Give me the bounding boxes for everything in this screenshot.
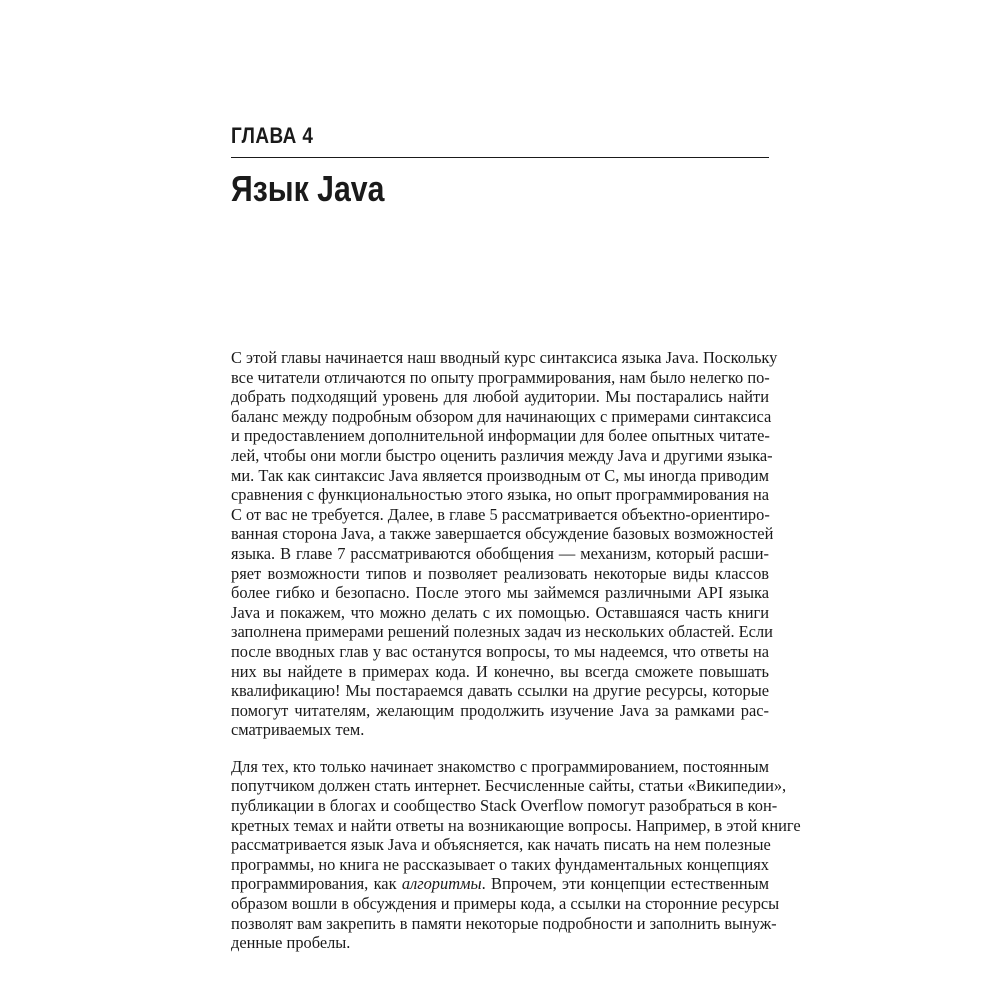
text-line: Для тех, кто только начинает знакомство с программированием, постоянным — [231, 756, 769, 776]
text-line: заполнена примерами решений полезных задач из нескольких областей. Если — [231, 622, 773, 642]
chapter-rule — [231, 157, 769, 158]
text-line: квалификацию! Мы постараемся давать ссылки на другие ресурсы, которые — [231, 681, 769, 701]
text-line: помогут читателям, желающим продолжить изучение Java за рамками рас- — [231, 700, 769, 720]
text-line: рассматривается язык Java и объясняется, как начать писать на нем полезные — [231, 835, 771, 855]
text-line: и предоставлением дополнительной информации для более опытных читате- — [231, 426, 770, 446]
chapter-title: Язык Java — [231, 168, 385, 209]
paragraph-1 — [231, 348, 778, 740]
text-line: C от вас не требуется. Далее, в главе 5 рассматривается объектно-ориентиро- — [231, 504, 770, 524]
text-line-with-italic — [231, 874, 769, 894]
text-line: Java и покажем, что можно делать с их помощью. Оставшаяся часть книги — [231, 602, 769, 622]
text-line: ряет возможности типов и позволяет реализовать некоторые виды классов — [231, 563, 769, 583]
text-line: образом вошли в обсуждения и примеры кода, а ссылки на сторонние ресурсы — [231, 894, 780, 914]
text-line: более гибко и безопасно. После этого мы займемся различными API языка — [231, 583, 769, 603]
text-line: сматриваемых тем. — [231, 720, 365, 740]
text-line: ванная сторона Java, а также завершается обсуждение базовых возможностей — [231, 524, 774, 544]
text-line: позволят вам закрепить в памяти некоторые подробности и заполнить вынуж- — [231, 913, 777, 933]
paragraph-gap — [231, 740, 769, 757]
text-line: программы, но книга не рассказывает о таких фундаментальных концепциях — [231, 854, 769, 874]
text-line: сравнения с функциональностью этого языка, но опыт программирования на — [231, 485, 770, 505]
body-text — [231, 348, 801, 953]
text-line: добрать подходящий уровень для любой аудитории. Мы постарались найти — [231, 387, 769, 407]
text-line: лей, чтобы они могли быстро оценить различия между Java и другими языка- — [231, 445, 773, 465]
text-line: ми. Так как синтаксис Java является производным от C, мы иногда приводим — [231, 465, 769, 485]
text-line: баланс между подробным обзором для начинающих с примерами синтаксиса — [231, 406, 772, 426]
text-line: публикации в блогах и сообщество Stack Overflow помогут разобраться в кон- — [231, 796, 778, 816]
text-fragment: . Впрочем, эти концепции естественным — [481, 874, 770, 894]
text-line: попутчиком должен стать интернет. Бесчисленные сайты, статьи «Википедии», — [231, 776, 787, 796]
chapter-label: ГЛАВА 4 — [231, 123, 314, 148]
text-line: кретных темах и найти ответы на возникающие вопросы. Например, в этой книге — [231, 815, 801, 835]
text-line: С этой главы начинается наш вводный курс синтаксиса языка Java. Поскольку — [231, 348, 778, 367]
text-line: языка. В главе 7 рассматриваются обобщения — механизм, который расши- — [231, 543, 769, 563]
text-line: после вводных глав у вас останутся вопросы, то мы надеемся, что ответы на — [231, 641, 769, 661]
paragraph-2 — [231, 756, 801, 953]
text-line: денные пробелы. — [231, 933, 351, 953]
italic-term: алгоритмы — [401, 874, 482, 894]
text-line: все читатели отличаются по опыту программирования, нам было нелегко по- — [231, 367, 770, 387]
text-fragment: программирования, как — [231, 874, 402, 894]
text-line: них вы найдете в примерах кода. И конечно, вы всегда сможете повышать — [231, 661, 769, 681]
